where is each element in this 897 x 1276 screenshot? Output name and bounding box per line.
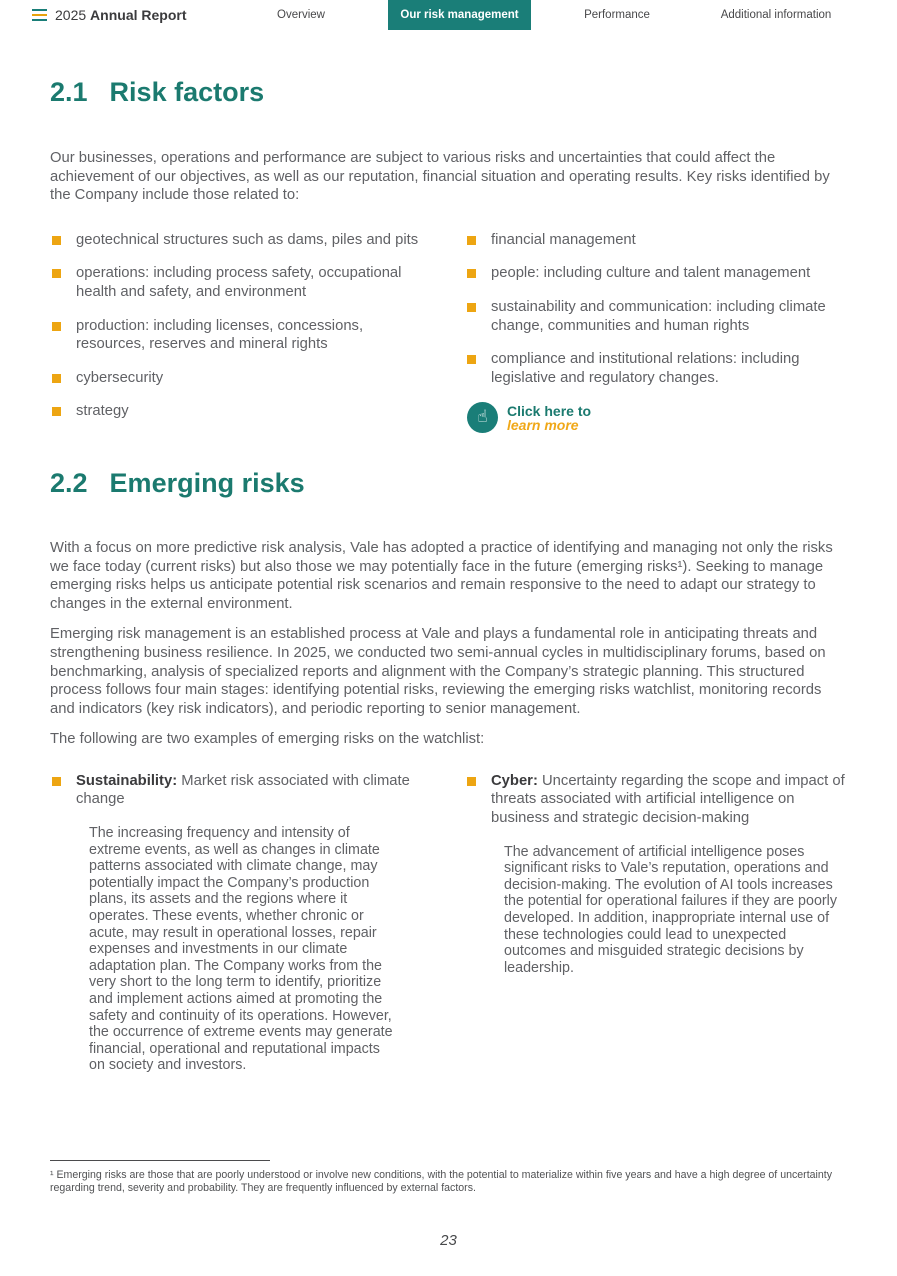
risk-bullets-right-column [465,231,850,436]
risk-factors-intro: Our businesses, operations and performance are subject to various risks and uncertainties that could affect the achievement of our objectives, as well as our reputation, financial situation and operating results. Key risks identified by the Company include those related to: [50,150,830,204]
risk-bullet: production: including licenses, concessions, resources, reserves and mineral rights [50,317,435,354]
tab-overview[interactable]: Overview [277,9,325,21]
menu-icon[interactable] [32,9,47,21]
watchlist-lead: Cyber: [491,772,538,789]
risk-bullet: people: including culture and talent management [465,264,850,283]
watchlist-bullet-list [465,772,850,828]
risk-bullet: financial management [465,231,850,250]
learn-more-line1: Click here to [507,402,592,419]
risk-bullet: geotechnical structures such as dams, piles and pits [50,231,435,250]
report-title [55,7,187,23]
watchlist-summary: Uncertainty regarding the scope and impact of threats associated with artificial intelligence on business and strategic decision-making [491,772,845,827]
learn-more-line2: learn more [507,416,579,433]
learn-more-link[interactable] [467,402,850,433]
section-2-1-number: 2.1 [50,77,88,107]
watchlist-lead: Sustainability: [76,772,178,789]
section-2-2-title: Emerging risks [109,467,305,498]
tab-additional-information[interactable]: Additional information [720,9,832,21]
tab-performance[interactable]: Performance [584,9,650,21]
watchlist-detail: The advancement of artificial intelligence poses significant risks to Vale’s reputation, operations and decision-making. The evolution of AI tools increases the potential for operational failures if they are poorly developed. In addition, inappropriate internal use of these technologies could lead to unexpected outcomes and misguided strategic decisions by leadership. [504,843,837,976]
footnote [50,1160,850,1195]
watchlist-columns [50,772,850,1074]
watchlist-bullet [50,772,435,809]
risk-bullet: strategy [50,402,435,421]
watchlist-item-sustainability [50,772,435,1074]
risk-bullet-columns [50,231,850,436]
report-name: Annual Report [90,7,187,23]
top-navigation-bar [0,0,897,30]
watchlist-item-cyber [465,772,850,1074]
risk-bullet: operations: including process safety, occupational health and safety, and environment [50,264,435,301]
watchlist-summary: Market risk associated with climate change [76,772,410,808]
section-2-2-number: 2.2 [50,467,88,498]
tab-our-risk-management[interactable]: Our risk management [388,0,531,30]
learn-more-text [507,404,591,432]
watchlist-bullet-list [50,772,435,809]
section-2-1-heading [50,77,850,107]
risk-bullet: compliance and institutional relations: including legislative and regulatory changes. [465,350,850,387]
section-2-2-heading [50,468,850,498]
page-content [0,77,897,1074]
section-2-1-title: Risk factors [109,77,265,107]
footnote-divider [50,1160,270,1161]
watchlist-detail: The increasing frequency and intensity of extreme events, as well as changes in climate patterns associated with climate change, may potentially impact the Company’s production plans, its assets and the regions where it operates. These events, whether chronic or acute, may result in operational losses, repair expenses and investments in our climate adaptation plan. The Company works from the very short to the long term to identify, prioritize and implement actions aimed at promoting the safety and continuity of its operations. However, the occurrence of extreme events may generate financial, operational and reputational impacts on society and investors. [89,825,393,1074]
emerging-risks-para-1: With a focus on more predictive risk analysis, Vale has adopted a practice of identifying and managing not only the risks we face today (current risks) but also those we may potentially face in the future (emerging risks¹). Seeking to manage emerging risks helps us anticipate potential risk scenarios and remain responsive to the need to adapt our strategy to changes in the external environment. [50,539,833,612]
pointing-hand-icon: ☝ [467,402,498,433]
emerging-risks-para-2: Emerging risk management is an established process at Vale and plays a fundamental role in anticipating threats and strengthening business resilience. In 2025, we conducted two semi-annual cycles in multidisciplinary forums, based on benchmarking, analysis of specialized reports and alignment with the Company’s strategic planning. This structured process follows four main stages: identifying potential risks, reviewing the emerging risks watchlist, monitoring records and indicators (key risk indicators), and periodic reporting to senior management. [50,626,826,717]
risk-bullet: cybersecurity [50,369,435,388]
risk-bullet: sustainability and communication: including climate change, communities and human rights [465,298,850,335]
page-number: 23 [440,1232,457,1249]
risk-bullets-left [50,231,435,436]
emerging-risks-para-3: The following are two examples of emerging risks on the watchlist: [50,731,485,748]
footnote-text: ¹ Emerging risks are those that are poorly understood or involve new conditions, with the potential to materialize within five years and have a high degree of uncertainty regarding trend, severity and probability. They are frequently influenced by external factors. [50,1169,833,1195]
watchlist-bullet [465,772,850,828]
brand [32,0,187,30]
report-year: 2025 [55,7,87,23]
risk-bullets-right [465,231,850,388]
